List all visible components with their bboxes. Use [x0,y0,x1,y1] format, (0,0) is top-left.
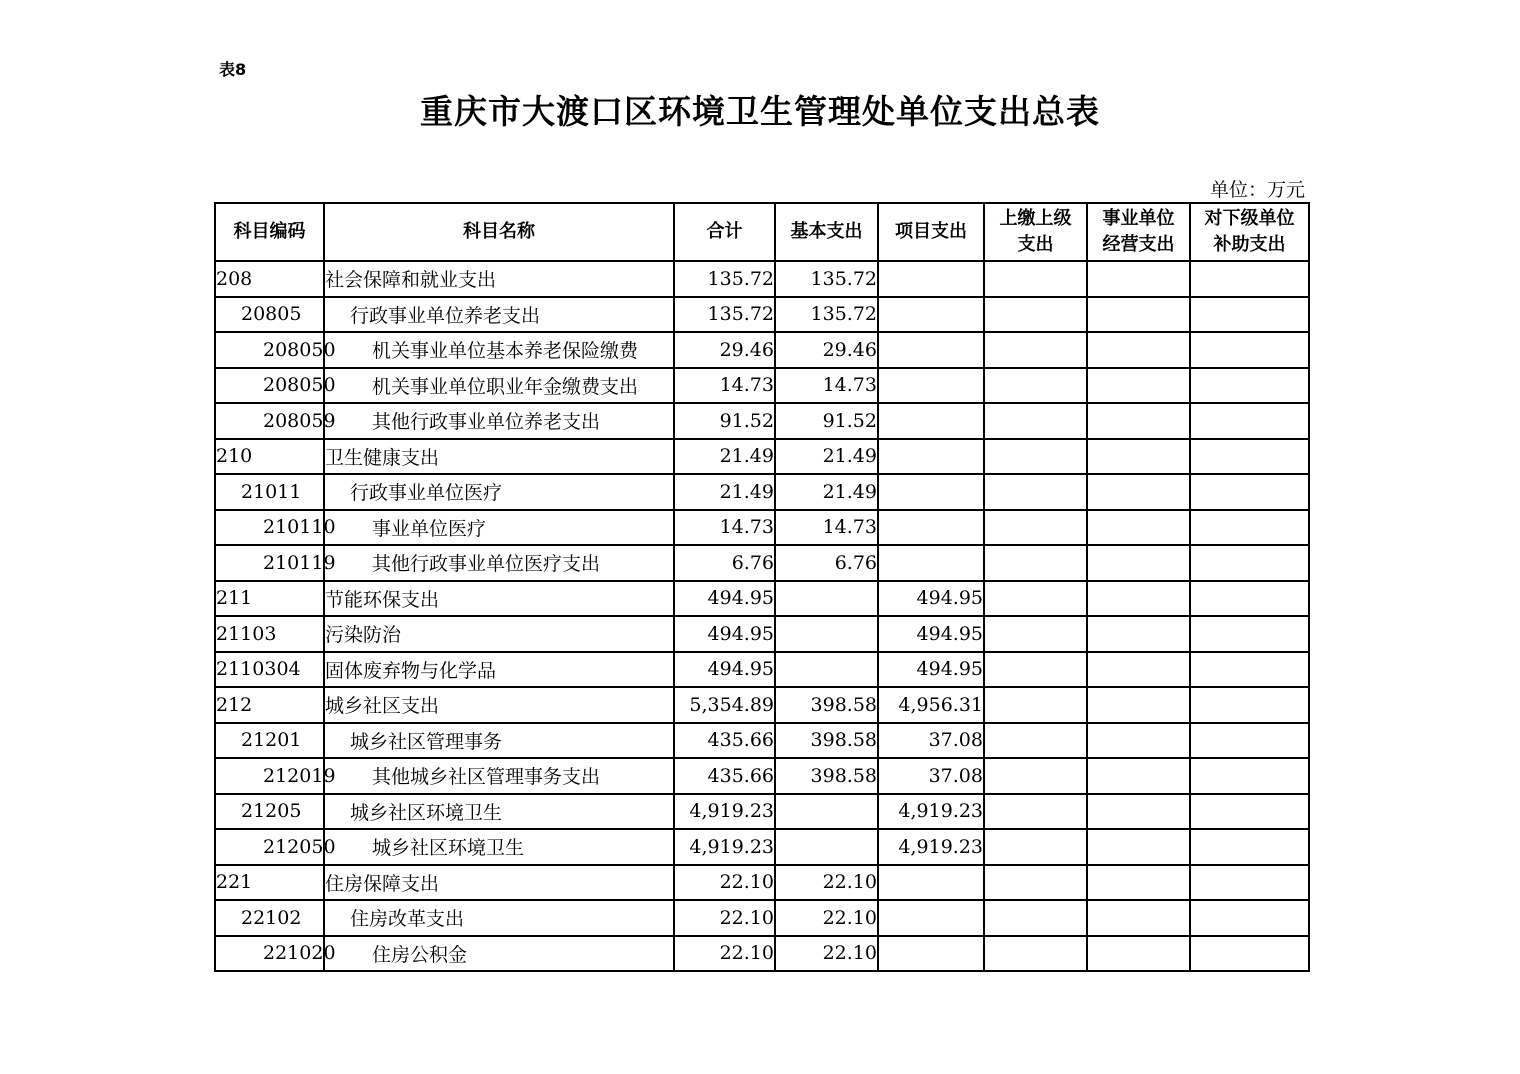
cell-total: 22.10 [674,936,775,972]
cell-project: 37.08 [878,758,984,794]
table-row [215,936,1309,972]
cell-name: 其他城乡社区管理事务支出 [324,758,674,794]
cell-business [1087,652,1190,688]
cell-upper [984,616,1087,652]
cell-basic: 21.49 [775,439,878,475]
cell-code: 210119 [215,545,324,581]
cell-subsidy [1190,936,1309,972]
cell-subsidy [1190,439,1309,475]
cell-upper [984,652,1087,688]
cell-code: 21205 [215,794,324,830]
table-row [215,403,1309,439]
cell-total: 29.46 [674,332,775,368]
cell-subsidy [1190,297,1309,333]
table-row [215,794,1309,830]
header-total: 合计 [674,203,775,261]
cell-total: 135.72 [674,261,775,297]
cell-project: 4,919.23 [878,829,984,865]
cell-business [1087,687,1190,723]
header-code: 科目编码 [215,203,324,261]
cell-upper [984,297,1087,333]
cell-project [878,900,984,936]
cell-code: 210110 [215,510,324,546]
cell-business [1087,297,1190,333]
cell-subsidy [1190,865,1309,901]
cell-basic: 135.72 [775,297,878,333]
cell-project [878,439,984,475]
cell-code: 208050 [215,368,324,404]
cell-subsidy [1190,368,1309,404]
cell-code: 21011 [215,474,324,510]
cell-subsidy [1190,900,1309,936]
expenditure-table [214,202,1310,972]
cell-name: 节能环保支出 [324,581,674,617]
header-row [215,203,1309,261]
cell-total: 21.49 [674,439,775,475]
cell-code: 208059 [215,403,324,439]
cell-business [1087,936,1190,972]
cell-project [878,474,984,510]
cell-project [878,403,984,439]
cell-business [1087,403,1190,439]
cell-basic: 21.49 [775,474,878,510]
cell-code: 211 [215,581,324,617]
table-row [215,865,1309,901]
cell-code: 20805 [215,297,324,333]
header-subsidy: 对下级单位 补助支出 [1190,203,1309,261]
cell-project [878,936,984,972]
cell-subsidy [1190,545,1309,581]
cell-upper [984,758,1087,794]
cell-name: 城乡社区支出 [324,687,674,723]
cell-business [1087,581,1190,617]
cell-total: 6.76 [674,545,775,581]
cell-subsidy [1190,829,1309,865]
cell-name: 机关事业单位职业年金缴费支出 [324,368,674,404]
cell-basic: 22.10 [775,936,878,972]
cell-name: 社会保障和就业支出 [324,261,674,297]
cell-subsidy [1190,261,1309,297]
cell-code: 21201 [215,723,324,759]
cell-project: 494.95 [878,581,984,617]
page-title: 重庆市大渡口区环境卫生管理处单位支出总表 [420,92,1100,131]
cell-name: 污染防治 [324,616,674,652]
cell-upper [984,439,1087,475]
table-row [215,616,1309,652]
table-row [215,474,1309,510]
cell-business [1087,865,1190,901]
cell-basic: 135.72 [775,261,878,297]
unit-label: 单位：万元 [1209,179,1305,201]
cell-total: 21.49 [674,474,775,510]
table-row [215,368,1309,404]
cell-subsidy [1190,687,1309,723]
cell-name: 住房公积金 [324,936,674,972]
cell-total: 14.73 [674,368,775,404]
cell-total: 494.95 [674,616,775,652]
cell-project: 494.95 [878,652,984,688]
cell-total: 435.66 [674,758,775,794]
cell-upper [984,829,1087,865]
table-row [215,687,1309,723]
cell-name: 城乡社区环境卫生 [324,794,674,830]
cell-upper [984,687,1087,723]
cell-subsidy [1190,794,1309,830]
cell-business [1087,900,1190,936]
cell-subsidy [1190,332,1309,368]
cell-project: 4,956.31 [878,687,984,723]
cell-code: 21103 [215,616,324,652]
cell-basic: 398.58 [775,687,878,723]
cell-business [1087,829,1190,865]
cell-name: 城乡社区管理事务 [324,723,674,759]
cell-subsidy [1190,723,1309,759]
table-row [215,652,1309,688]
cell-business [1087,758,1190,794]
cell-subsidy [1190,403,1309,439]
cell-basic: 398.58 [775,758,878,794]
cell-business [1087,510,1190,546]
cell-business [1087,723,1190,759]
cell-basic [775,616,878,652]
cell-business [1087,439,1190,475]
cell-upper [984,936,1087,972]
cell-project [878,510,984,546]
cell-name: 住房改革支出 [324,900,674,936]
cell-total: 91.52 [674,403,775,439]
cell-upper [984,794,1087,830]
cell-upper [984,581,1087,617]
cell-upper [984,723,1087,759]
cell-total: 22.10 [674,900,775,936]
table-row [215,545,1309,581]
cell-business [1087,261,1190,297]
cell-upper [984,545,1087,581]
table-row [215,900,1309,936]
cell-basic: 14.73 [775,510,878,546]
cell-project: 37.08 [878,723,984,759]
cell-business [1087,794,1190,830]
cell-project [878,261,984,297]
cell-subsidy [1190,616,1309,652]
cell-code: 22102 [215,900,324,936]
cell-name: 行政事业单位医疗 [324,474,674,510]
cell-upper [984,261,1087,297]
cell-business [1087,545,1190,581]
cell-project: 494.95 [878,616,984,652]
cell-subsidy [1190,510,1309,546]
cell-basic: 91.52 [775,403,878,439]
table-body [215,261,1309,971]
table-row [215,297,1309,333]
cell-subsidy [1190,758,1309,794]
cell-subsidy [1190,474,1309,510]
header-name: 科目名称 [324,203,674,261]
table-row [215,261,1309,297]
cell-basic: 29.46 [775,332,878,368]
cell-basic [775,581,878,617]
cell-code: 221 [215,865,324,901]
cell-business [1087,368,1190,404]
table-number-label: 表8 [219,60,247,79]
cell-business [1087,332,1190,368]
cell-total: 494.95 [674,652,775,688]
table-row [215,510,1309,546]
cell-code: 2110304 [215,652,324,688]
cell-basic: 22.10 [775,900,878,936]
cell-business [1087,474,1190,510]
table-row [215,829,1309,865]
cell-basic: 6.76 [775,545,878,581]
cell-code: 210 [215,439,324,475]
cell-total: 135.72 [674,297,775,333]
cell-total: 4,919.23 [674,829,775,865]
cell-subsidy [1190,581,1309,617]
cell-upper [984,403,1087,439]
cell-code: 212050 [215,829,324,865]
cell-code: 212 [215,687,324,723]
cell-code: 208 [215,261,324,297]
cell-project [878,545,984,581]
cell-project [878,368,984,404]
cell-upper [984,332,1087,368]
header-upper: 上缴上级 支出 [984,203,1087,261]
cell-total: 4,919.23 [674,794,775,830]
cell-upper [984,900,1087,936]
cell-basic [775,829,878,865]
cell-name: 机关事业单位基本养老保险缴费 [324,332,674,368]
cell-project [878,865,984,901]
cell-project [878,332,984,368]
cell-basic: 398.58 [775,723,878,759]
cell-subsidy [1190,652,1309,688]
cell-basic: 14.73 [775,368,878,404]
table-row [215,581,1309,617]
cell-project [878,297,984,333]
cell-code: 208050 [215,332,324,368]
cell-name: 固体废弃物与化学品 [324,652,674,688]
header-basic: 基本支出 [775,203,878,261]
cell-name: 住房保障支出 [324,865,674,901]
cell-name: 行政事业单位养老支出 [324,297,674,333]
header-project: 项目支出 [878,203,984,261]
cell-total: 494.95 [674,581,775,617]
cell-total: 435.66 [674,723,775,759]
cell-total: 14.73 [674,510,775,546]
cell-project: 4,919.23 [878,794,984,830]
cell-total: 5,354.89 [674,687,775,723]
cell-basic [775,652,878,688]
cell-name: 其他行政事业单位养老支出 [324,403,674,439]
table-row [215,758,1309,794]
cell-code: 221020 [215,936,324,972]
cell-upper [984,368,1087,404]
cell-code: 212019 [215,758,324,794]
cell-name: 其他行政事业单位医疗支出 [324,545,674,581]
header-business: 事业单位 经营支出 [1087,203,1190,261]
cell-basic [775,794,878,830]
cell-basic: 22.10 [775,865,878,901]
cell-business [1087,616,1190,652]
cell-upper [984,474,1087,510]
table-row [215,439,1309,475]
table-row [215,332,1309,368]
table-row [215,723,1309,759]
cell-total: 22.10 [674,865,775,901]
cell-name: 城乡社区环境卫生 [324,829,674,865]
cell-name: 卫生健康支出 [324,439,674,475]
cell-upper [984,510,1087,546]
cell-upper [984,865,1087,901]
cell-name: 事业单位医疗 [324,510,674,546]
